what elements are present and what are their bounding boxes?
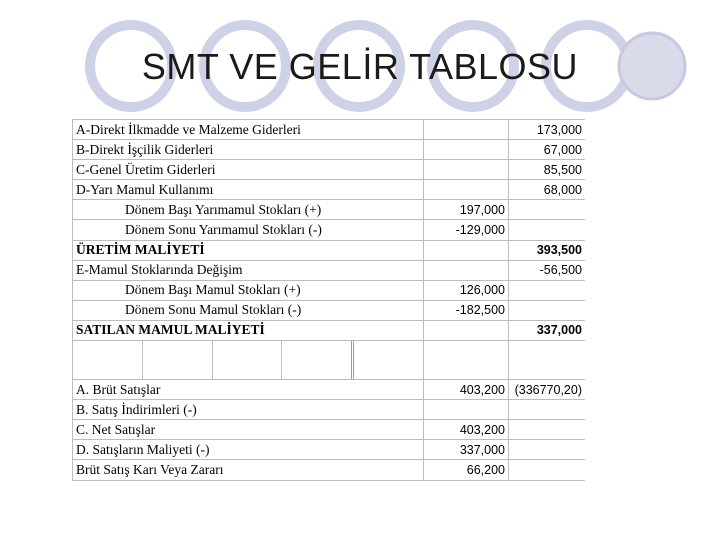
row-label: A. Brüt Satışlar bbox=[73, 380, 424, 400]
row-label: Brüt Satış Karı Veya Zararı bbox=[73, 460, 424, 480]
row-total bbox=[509, 300, 586, 320]
row-total bbox=[509, 220, 586, 240]
row-total bbox=[509, 440, 586, 460]
row-total bbox=[509, 420, 586, 440]
row-label: B-Direkt İşçilik Giderleri bbox=[73, 140, 424, 160]
table-row bbox=[73, 380, 586, 400]
table-row bbox=[73, 240, 586, 260]
blank-row bbox=[73, 341, 586, 380]
cost-table bbox=[72, 119, 585, 481]
row-label: Dönem Başı Mamul Stokları (+) bbox=[73, 280, 424, 300]
table-row bbox=[73, 260, 586, 280]
row-total: 68,000 bbox=[509, 180, 586, 200]
table-row bbox=[73, 200, 586, 220]
row-total bbox=[509, 400, 586, 420]
row-label: E-Mamul Stoklarında Değişim bbox=[73, 260, 424, 280]
blank-cell bbox=[73, 341, 424, 380]
row-subtotal: -129,000 bbox=[424, 220, 509, 240]
row-total: 173,000 bbox=[509, 120, 586, 140]
table-row bbox=[73, 120, 586, 140]
slide-title: SMT VE GELİR TABLOSU bbox=[141, 46, 579, 87]
spreadsheet-table bbox=[72, 119, 585, 483]
row-label: C-Genel Üretim Giderleri bbox=[73, 160, 424, 180]
row-label: C. Net Satışlar bbox=[73, 420, 424, 440]
table-row bbox=[73, 460, 586, 480]
table-row bbox=[73, 140, 586, 160]
row-label: D-Yarı Mamul Kullanımı bbox=[73, 180, 424, 200]
table-row bbox=[73, 220, 586, 240]
row-subtotal: 126,000 bbox=[424, 280, 509, 300]
row-total bbox=[509, 280, 586, 300]
row-label: Dönem Başı Yarımamul Stokları (+) bbox=[73, 200, 424, 220]
row-total: 337,000 bbox=[509, 320, 586, 340]
row-subtotal: 403,200 bbox=[424, 380, 509, 400]
row-subtotal bbox=[424, 320, 509, 340]
row-subtotal bbox=[424, 240, 509, 260]
table-row bbox=[73, 400, 586, 420]
table-row bbox=[73, 160, 586, 180]
row-label: D. Satışların Maliyeti (-) bbox=[73, 440, 424, 460]
row-subtotal bbox=[424, 260, 509, 280]
row-subtotal: -182,500 bbox=[424, 300, 509, 320]
blank-cell bbox=[509, 341, 586, 380]
row-total bbox=[509, 200, 586, 220]
row-total: 67,000 bbox=[509, 140, 586, 160]
row-total: (336770,20) bbox=[509, 380, 586, 400]
row-label: Dönem Sonu Yarımamul Stokları (-) bbox=[73, 220, 424, 240]
blank-cell bbox=[424, 341, 509, 380]
row-label: B. Satış İndirimleri (-) bbox=[73, 400, 424, 420]
row-subtotal bbox=[424, 160, 509, 180]
row-subtotal: 66,200 bbox=[424, 460, 509, 480]
table-row bbox=[73, 440, 586, 460]
table-row bbox=[73, 420, 586, 440]
table-row bbox=[73, 320, 586, 340]
row-label: ÜRETİM MALİYETİ bbox=[73, 240, 424, 260]
table-row bbox=[73, 300, 586, 320]
row-total bbox=[509, 460, 586, 480]
row-total: 393,500 bbox=[509, 240, 586, 260]
row-label: SATILAN MAMUL MALİYETİ bbox=[73, 320, 424, 340]
row-subtotal bbox=[424, 120, 509, 140]
table-row bbox=[73, 280, 586, 300]
row-subtotal bbox=[424, 140, 509, 160]
row-subtotal: 337,000 bbox=[424, 440, 509, 460]
row-label: A-Direkt İlkmadde ve Malzeme Giderleri bbox=[73, 120, 424, 140]
row-total: -56,500 bbox=[509, 260, 586, 280]
row-label: Dönem Sonu Mamul Stokları (-) bbox=[73, 300, 424, 320]
table-row bbox=[73, 180, 586, 200]
row-subtotal: 197,000 bbox=[424, 200, 509, 220]
row-subtotal bbox=[424, 400, 509, 420]
row-total: 85,500 bbox=[509, 160, 586, 180]
row-subtotal bbox=[424, 180, 509, 200]
row-subtotal: 403,200 bbox=[424, 420, 509, 440]
